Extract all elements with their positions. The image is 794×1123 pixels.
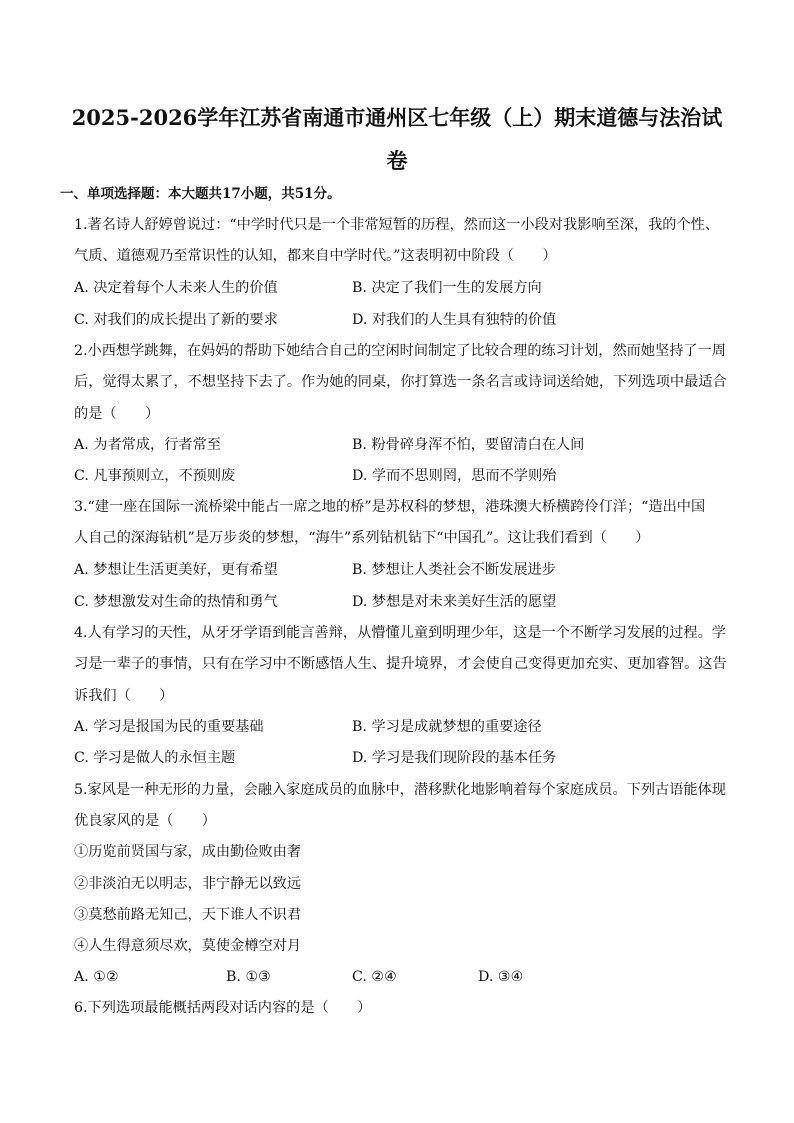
question-5-item-2: ②非淡泊无以明志，非宁静无以致远 <box>74 876 302 892</box>
question-4-line-2: 习是一辈子的事情，只有在学习中不断感悟人生、提升境界，才会使自己变得更加充实、更加睿智。这告 <box>74 656 727 672</box>
section-heading: 一、单项选择题：本大题共17小题，共51分。 <box>60 186 341 202</box>
question-3-option-b: B. 梦想让人类社会不断发展进步 <box>352 562 556 578</box>
question-4-option-d: D. 学习是我们现阶段的基本任务 <box>352 750 557 766</box>
question-2-line-2: 后，觉得太累了，不想坚持下去了。作为她的同桌，你打算选一条名言或诗词送给她，下列选项中最适合 <box>74 374 727 390</box>
question-5-option-a: A. ①② <box>74 969 119 985</box>
question-1-option-b: B. 决定了我们一生的发展方向 <box>352 280 542 296</box>
question-3-option-d: D. 梦想是对未来美好生活的愿望 <box>352 594 557 610</box>
question-5-item-3: ③莫愁前路无知己，天下谁人不识君 <box>74 907 302 923</box>
question-2-option-b: B. 粉骨碎身浑不怕，要留清白在人间 <box>352 437 585 453</box>
question-1-option-d: D. 对我们的人生具有独特的价值 <box>352 312 557 328</box>
question-5-option-d: D. ③④ <box>478 969 524 985</box>
question-5-item-1: ①历览前贤国与家，成由勤俭败由奢 <box>74 844 302 860</box>
question-2-line-1: 2.小西想学跳舞，在妈妈的帮助下她结合自己的空闲时间制定了比较合理的练习计划，然而她坚持了一周 <box>74 343 726 359</box>
question-4-line-1: 4.人有学习的天性，从牙牙学语到能言善辩，从懵懂儿童到明理少年，这是一个不断学习发展的过程。学 <box>74 625 726 641</box>
question-5-line-1: 5.家风是一种无形的力量，会融入家庭成员的血脉中，潜移默化地影响着每个家庭成员。下列古语能体现 <box>74 782 726 798</box>
question-3-line-2: 人自己的深海钻机”是万步炎的梦想，“海牛”系列钻机钻下“中国孔”。这让我们看到（ ） <box>74 530 650 546</box>
question-4-option-c: C. 学习是做人的永恒主题 <box>74 750 236 766</box>
question-5-option-b: B. ①③ <box>226 969 271 985</box>
question-1-line-1: 1.著名诗人舒婷曾说过：“中学时代只是一个非常短暂的历程，然而这一小段对我影响至深，我的个性、 <box>74 217 720 233</box>
question-1-option-a: A. 决定着每个人未来人生的价值 <box>74 280 278 296</box>
question-2-option-a: A. 为者常成，行者常至 <box>74 437 221 453</box>
question-6-line-1: 6.下列选项最能概括两段对话内容的是（ ） <box>74 1000 372 1016</box>
question-1-line-2: 气质、道德观乃至常识性的认知，都来自中学时代。”这表明初中阶段（ ） <box>74 248 557 264</box>
question-2-line-3: 的是（ ） <box>74 406 160 422</box>
question-2-option-c: C. 凡事预则立，不预则废 <box>74 468 236 484</box>
exam-title-line-1: 2025-2026学年江苏省南通市通州区七年级（上）期末道德与法治试 <box>71 105 723 130</box>
question-1-option-c: C. 对我们的成长提出了新的要求 <box>74 312 278 328</box>
question-3-option-c: C. 梦想激发对生命的热情和勇气 <box>74 594 278 610</box>
question-5-line-2: 优良家风的是（ ） <box>74 813 216 829</box>
question-3-option-a: A. 梦想让生活更美好，更有希望 <box>74 562 278 578</box>
question-5-option-c: C. ②④ <box>352 969 397 985</box>
question-3-line-1: 3.“建一座在国际一流桥梁中能占一席之地的桥”是苏权科的梦想，港珠澳大桥横跨伶仃洋；“造出中国 <box>74 499 706 515</box>
question-4-option-a: A. 学习是报国为民的重要基础 <box>74 719 264 735</box>
question-4-option-b: B. 学习是成就梦想的重要途径 <box>352 719 542 735</box>
exam-title-line-2: 卷 <box>386 148 408 173</box>
question-4-line-3: 诉我们（ ） <box>74 688 174 704</box>
question-2-option-d: D. 学而不思则罔，思而不学则殆 <box>352 468 557 484</box>
question-5-item-4: ④人生得意须尽欢，莫使金樽空对月 <box>74 938 302 954</box>
